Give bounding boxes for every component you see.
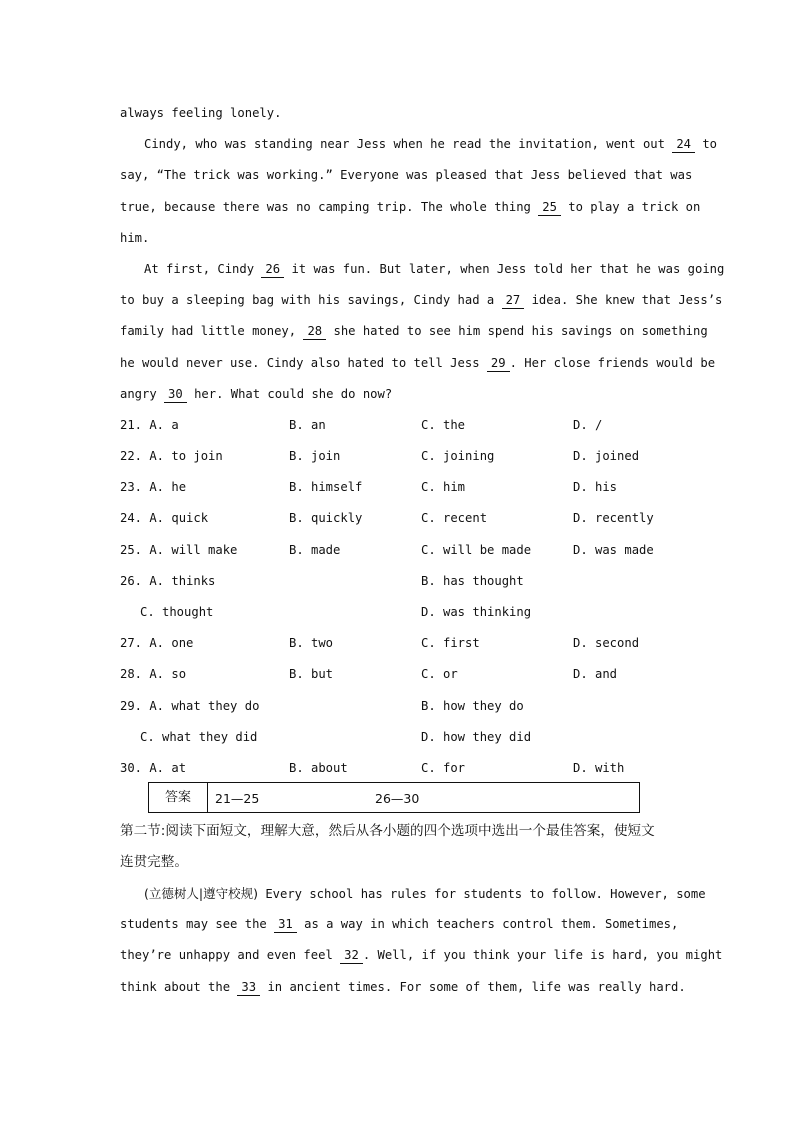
passage-text: . Well, if you think your life is hard, you might — [362, 948, 723, 963]
passage-line — [120, 878, 706, 909]
option-d[interactable]: D. was thinking — [421, 605, 532, 619]
option-b[interactable]: B. how they do — [421, 698, 524, 713]
blank-25[interactable]: 25 — [538, 200, 561, 216]
blank-30[interactable]: 30 — [164, 387, 187, 403]
passage-text: idea. She knew that Jess’s — [531, 293, 723, 308]
topic-tag: (立德树人|遵守校规) — [144, 886, 258, 901]
option-b[interactable]: B. has thought — [421, 573, 524, 588]
option-c[interactable]: C. or — [421, 667, 458, 682]
option-a[interactable]: 24. A. quick — [120, 511, 209, 526]
passage-text: Cindy, who was standing near Jess when he read the invitation, went out — [144, 137, 665, 152]
question-30 — [120, 753, 676, 784]
blank-28[interactable]: 28 — [303, 324, 326, 340]
question-24 — [120, 503, 676, 534]
option-c[interactable]: C. for — [421, 760, 466, 775]
section2-instructions — [120, 816, 676, 878]
question-28 — [120, 659, 676, 690]
question-26-cont — [120, 597, 676, 628]
passage-line — [120, 348, 716, 379]
option-b[interactable]: B. two — [289, 636, 334, 651]
passage-text: family had little money, — [120, 324, 297, 339]
question-21 — [120, 410, 676, 441]
question-26 — [120, 566, 676, 597]
passage-2 — [120, 878, 723, 1003]
option-b[interactable]: B. quickly — [289, 511, 363, 526]
passage-text: always feeling lonely. — [120, 106, 282, 120]
passage-line — [120, 972, 686, 1003]
blank-26[interactable]: 26 — [261, 262, 284, 278]
option-d[interactable]: D. was made — [573, 542, 654, 557]
passage-text: he would never use. Cindy also hated to tell Jess — [120, 355, 480, 370]
passage-text: as a way in which teachers control them. Sometimes, — [304, 917, 679, 932]
passage-text: Every school has rules for students to follow. However, some — [265, 887, 706, 901]
option-c[interactable]: C. the — [421, 417, 466, 432]
option-c[interactable]: C. first — [421, 636, 480, 651]
passage-line — [120, 285, 723, 316]
passage-text: it was fun. But later, when Jess told her that he was going — [291, 261, 725, 276]
option-d[interactable]: D. second — [573, 636, 640, 651]
option-c[interactable]: C. him — [421, 480, 466, 495]
question-29-cont — [120, 722, 676, 753]
option-c[interactable]: C. recent — [421, 511, 488, 526]
passage-text: him. — [120, 230, 150, 245]
option-d[interactable]: D. joined — [573, 449, 640, 464]
option-a[interactable]: 21. A. a — [120, 417, 179, 432]
blank-33[interactable]: 33 — [237, 980, 260, 996]
passage-text: . Her close friends would be — [509, 355, 716, 370]
passage-line — [120, 192, 701, 223]
blank-27[interactable]: 27 — [502, 293, 525, 309]
question-25 — [120, 535, 676, 566]
instruction-line: 第二节:阅读下面短文，理解大意，然后从各小题的四个选项中选出一个最佳答案，使短文 — [120, 823, 655, 839]
answer-label: 答案 — [149, 783, 208, 812]
option-a[interactable]: 30. A. at — [120, 760, 187, 775]
option-a[interactable]: 25. A. will make — [120, 542, 238, 557]
answer-range-26-30: 26—30 — [375, 791, 420, 806]
passage-text: say, “The trick was working.” Everyone was pleased that Jess believed that was — [120, 168, 693, 183]
question-29 — [120, 691, 676, 722]
option-d[interactable]: D. how they did — [421, 729, 532, 744]
passage-line — [120, 129, 718, 160]
option-c[interactable]: C. thought — [140, 605, 214, 619]
passage-text: she hated to see him spend his savings on something — [333, 324, 708, 339]
option-a[interactable]: 27. A. one — [120, 636, 194, 651]
option-c[interactable]: C. what they did — [140, 729, 258, 744]
option-a[interactable]: 29. A. what they do — [120, 698, 260, 713]
question-22 — [120, 441, 676, 472]
option-b[interactable]: B. join — [289, 449, 341, 464]
passage-line — [120, 98, 676, 129]
passage-text: students may see the — [120, 917, 267, 932]
option-a[interactable]: 22. A. to join — [120, 449, 223, 464]
option-d[interactable]: D. recently — [573, 511, 654, 526]
option-d[interactable]: D. with — [573, 760, 625, 775]
passage-text: to — [702, 137, 718, 152]
passage-line — [120, 316, 708, 347]
answer-range-21-25: 21—25 — [215, 791, 260, 806]
option-d[interactable]: D. / — [573, 417, 603, 432]
option-c[interactable]: C. joining — [421, 449, 495, 464]
passage — [120, 98, 725, 784]
passage-text: to play a trick on — [568, 199, 701, 214]
passage-line — [120, 940, 723, 971]
blank-24[interactable]: 24 — [672, 137, 695, 153]
passage-line — [120, 909, 679, 940]
instruction-line: 连贯完整。 — [120, 854, 188, 871]
option-d[interactable]: D. and — [573, 667, 618, 682]
option-b[interactable]: B. about — [289, 760, 348, 775]
passage-line — [120, 223, 676, 254]
blank-32[interactable]: 32 — [340, 948, 363, 964]
passage-text: think about the — [120, 979, 231, 994]
passage-text: At first, Cindy — [144, 261, 255, 276]
option-b[interactable]: B. an — [289, 417, 326, 432]
passage-text: they’re unhappy and even feel — [120, 948, 333, 963]
option-a[interactable]: 26. A. thinks — [120, 573, 216, 588]
passage-text: angry — [120, 386, 157, 401]
question-23 — [120, 472, 676, 503]
passage-text: true, because there was no camping trip. The whole thing — [120, 199, 531, 214]
option-a[interactable]: 23. A. he — [120, 480, 187, 495]
option-b[interactable]: B. but — [289, 667, 334, 682]
option-b[interactable]: B. made — [289, 542, 341, 557]
passage-line — [120, 160, 693, 191]
blank-29[interactable]: 29 — [487, 356, 510, 372]
blank-31[interactable]: 31 — [274, 917, 297, 933]
passage-text: to buy a sleeping bag with his savings, Cindy had a — [120, 293, 495, 308]
option-b[interactable]: B. himself — [289, 480, 363, 495]
passage-text: her. What could she do now? — [194, 386, 393, 401]
passage-line — [120, 254, 725, 285]
option-a[interactable]: 28. A. so — [120, 667, 187, 682]
question-27 — [120, 628, 676, 659]
option-c[interactable]: C. will be made — [421, 542, 532, 557]
passage-line — [120, 379, 676, 410]
answer-table — [148, 782, 640, 813]
option-d[interactable]: D. his — [573, 480, 618, 495]
passage-text: in ancient times. For some of them, life was really hard. — [267, 979, 686, 994]
